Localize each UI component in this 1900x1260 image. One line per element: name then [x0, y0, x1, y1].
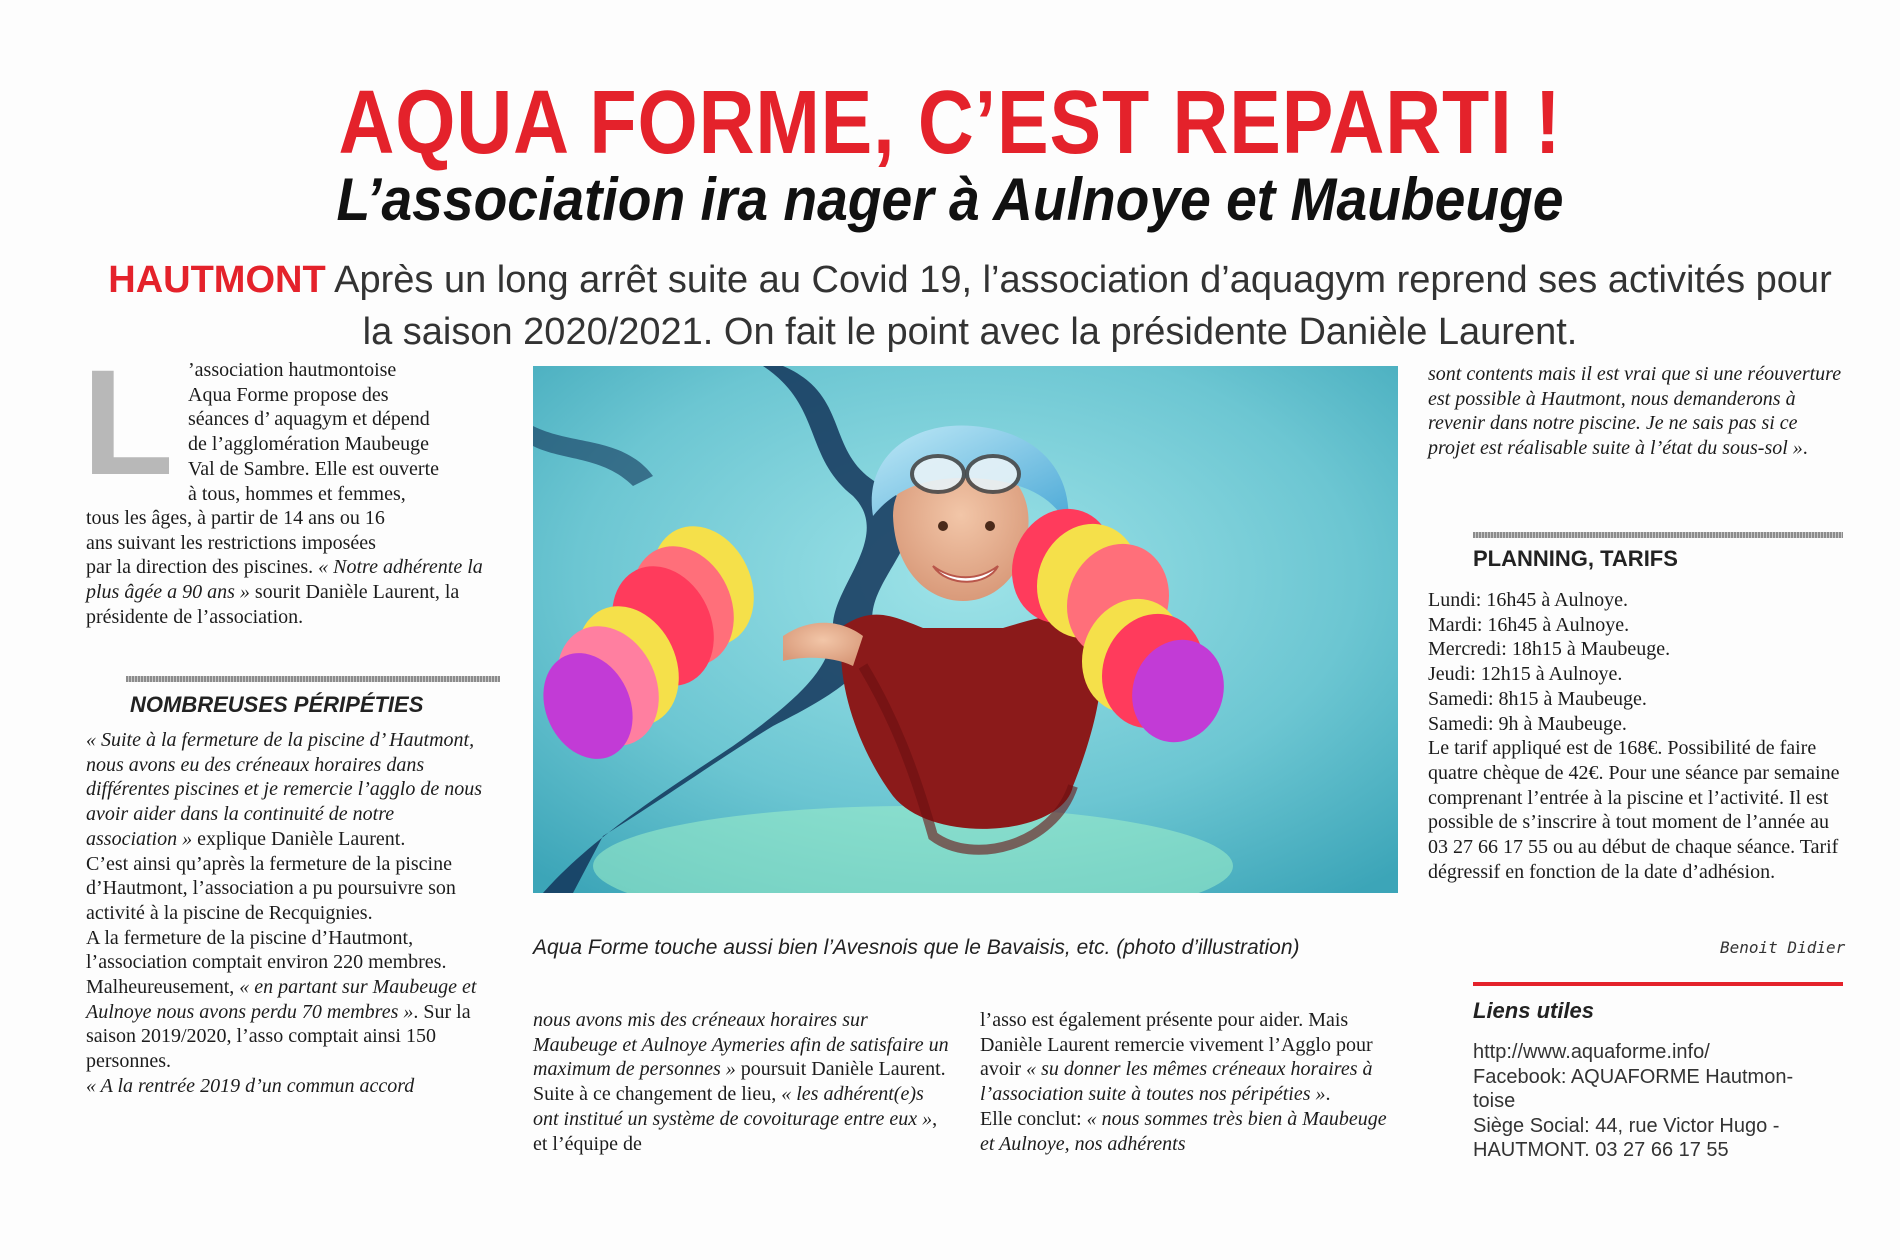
paragraph: C’est ainsi qu’après la fermeture de la piscine d’Hautmont, l’association a pu poursuivre son activité à la piscine de Recquignies.: [86, 852, 456, 924]
intro-line: tous les âges, à partir de 14 ans ou 16: [86, 507, 385, 529]
body-text: Elle conclut:: [980, 1107, 1087, 1130]
links-title: Liens utiles: [1473, 998, 1595, 1023]
tarif-paragraph: Le tarif appliqué est de 168€. Possibilité de faire quatre chèque de 42€. Pour une séance par semaine comprenant l’entrée à la piscine et l’activité. Il est possible de s’inscrire à tout moment de l’année au 03 27 66 17 55 ou au début de chaque séance. Tarif dégressif en fonction de la date d’adhésion.: [1428, 737, 1840, 883]
schedule-item: Samedi: 8h15 à Maubeuge.: [1428, 687, 1647, 710]
lede: [100, 254, 1840, 358]
body-text: .: [1325, 1083, 1331, 1106]
photo-caption: Aqua Forme touche aussi bien l’Avesnois que le Bavaisis, etc. (photo d’illustration): [533, 936, 1300, 959]
column-3: [980, 1008, 1398, 1156]
body-text: l’asso est également présente pour aider. Mais Danièle Laurent remercie vivement l’Agglo pour avoir: [980, 1009, 1373, 1081]
paragraph: [533, 1008, 949, 1082]
link-facebook-cont: toise: [1473, 1090, 1516, 1112]
paragraph: [980, 1008, 1398, 1107]
body-text: , et l’équipe de: [533, 1107, 938, 1155]
quote: « les adhérent(e)s ont institué un système de covoiturage entre eux »: [533, 1083, 933, 1130]
schedule-item: Jeudi: 12h15 à Aulnoye.: [1428, 663, 1623, 686]
section-rule: [126, 676, 500, 682]
quote: « su donner les mêmes créneaux horaires à l’association suite à toutes nos péripéties »: [980, 1058, 1373, 1106]
paragraph: « A la rentrée 2019 d’un commun accord: [86, 1074, 415, 1097]
body-text: . Sur la saison 2019/2020, l’asso comptait ainsi 150 personnes.: [86, 1000, 471, 1073]
column-4-top: [1428, 362, 1848, 461]
schedule-item: Mardi: 16h45 à Aulnoye.: [1428, 613, 1630, 636]
schedule-item: Mercredi: 18h15 à Maubeuge.: [1428, 638, 1671, 661]
schedule-item: Lundi: 16h45 à Aulnoye.: [1428, 589, 1628, 611]
address-line: Siège Social: 44, rue Victor Hugo -: [1473, 1114, 1780, 1137]
section-title: PLANNING, TARIFS: [1473, 546, 1678, 571]
intro-line: Aqua Forme propose des: [188, 383, 389, 406]
column-4-schedule: [1428, 588, 1848, 884]
column-1-intro: [188, 358, 488, 506]
paragraph: [86, 926, 490, 1074]
schedule-item: Samedi: 9h à Maubeuge.: [1428, 712, 1627, 735]
intro-line: à tous, hommes et femmes,: [188, 482, 406, 505]
intro-line: ans suivant les restrictions imposées: [86, 531, 376, 554]
column-1-body: [86, 506, 490, 630]
intro-line: ’association hautmontoise: [188, 359, 397, 381]
article-photo: [533, 366, 1398, 893]
intro-line: par la direction des piscines.: [86, 556, 314, 579]
quote: « en partant sur Maubeuge et Aulnoye nous avons perdu 70 membres »: [86, 976, 477, 1023]
body-text: Suite à ce changement de lieu,: [533, 1083, 782, 1106]
link-website[interactable]: http://www.aquaforme.info/: [1473, 1041, 1710, 1063]
quote: « nous sommes très bien à Maubeuge et Aulnoye, nos adhérents: [980, 1107, 1387, 1155]
intro-line: de l’agglomération Maubeuge: [188, 433, 430, 456]
link-facebook[interactable]: Facebook: AQUAFORME Hautmon-: [1473, 1065, 1794, 1088]
body-text: A la fermeture de la piscine d’Hautmont, l’association comptait environ 220 membres. Malheureusement,: [86, 926, 447, 999]
lede-kicker: HAUTMONT: [108, 259, 326, 301]
paragraph: [1428, 362, 1848, 461]
aquagym-illustration: [533, 366, 1398, 893]
section-title: NOMBREUSES PÉRIPÉTIES: [130, 692, 424, 717]
section-rule: [1473, 532, 1843, 538]
useful-links: [1473, 1040, 1873, 1163]
body-text: .: [1802, 437, 1808, 460]
address-line: HAUTMONT. 03 27 66 17 55: [1473, 1139, 1729, 1161]
paragraph: [86, 728, 490, 852]
section-rule-red: [1473, 982, 1843, 986]
intro-line: séances d’ aquagym et dépend: [188, 408, 430, 431]
body-text: poursuit Danièle Laurent.: [735, 1058, 946, 1081]
quote: nous avons mis des créneaux horaires sur Maubeuge et Aulnoye Aymeries afin de satisfaire un maximum de personnes »: [533, 1009, 949, 1081]
lede-text: Après un long arrêt suite au Covid 19, l’association d’aquagym reprend ses activités pour la saison 2020/2021. On fait le point avec la présidente Danièle Laurent.: [325, 259, 1832, 353]
quote: « Suite à la fermeture de la piscine d’ Hautmont, nous avons eu des créneaux horaires dans différentes piscines et je remercie l’agglo de nous avoir aider dans la continuité de notre association »: [86, 729, 483, 850]
body-text: sourit Danièle Laurent, la présidente de l’association.: [86, 581, 460, 628]
quote: « Notre adhérente la plus âgée a 90 ans »: [86, 556, 483, 604]
column-1-section: [86, 728, 490, 1099]
intro-line: Val de Sambre. Elle est ouverte: [188, 457, 440, 480]
intro-paragraph: [86, 555, 490, 629]
drop-cap: L: [82, 338, 174, 506]
paragraph: [980, 1107, 1398, 1156]
headline: AQUA FORME, C’EST REPARTI !: [338, 73, 1562, 173]
author-signature: Benoit Didier: [1720, 938, 1846, 957]
body-text: explique Danièle Laurent.: [192, 827, 406, 850]
subheadline: L’association ira nager à Aulnoye et Maubeuge: [336, 166, 1564, 233]
paragraph: [533, 1082, 949, 1156]
quote: sont contents mais il est vrai que si une réouverture est possible à Hautmont, nous demanderons à revenir dans notre piscine. Je ne sais pas si ce projet est réalisable suite à l’état du sous-sol »: [1428, 363, 1842, 460]
column-2: [533, 1008, 949, 1156]
